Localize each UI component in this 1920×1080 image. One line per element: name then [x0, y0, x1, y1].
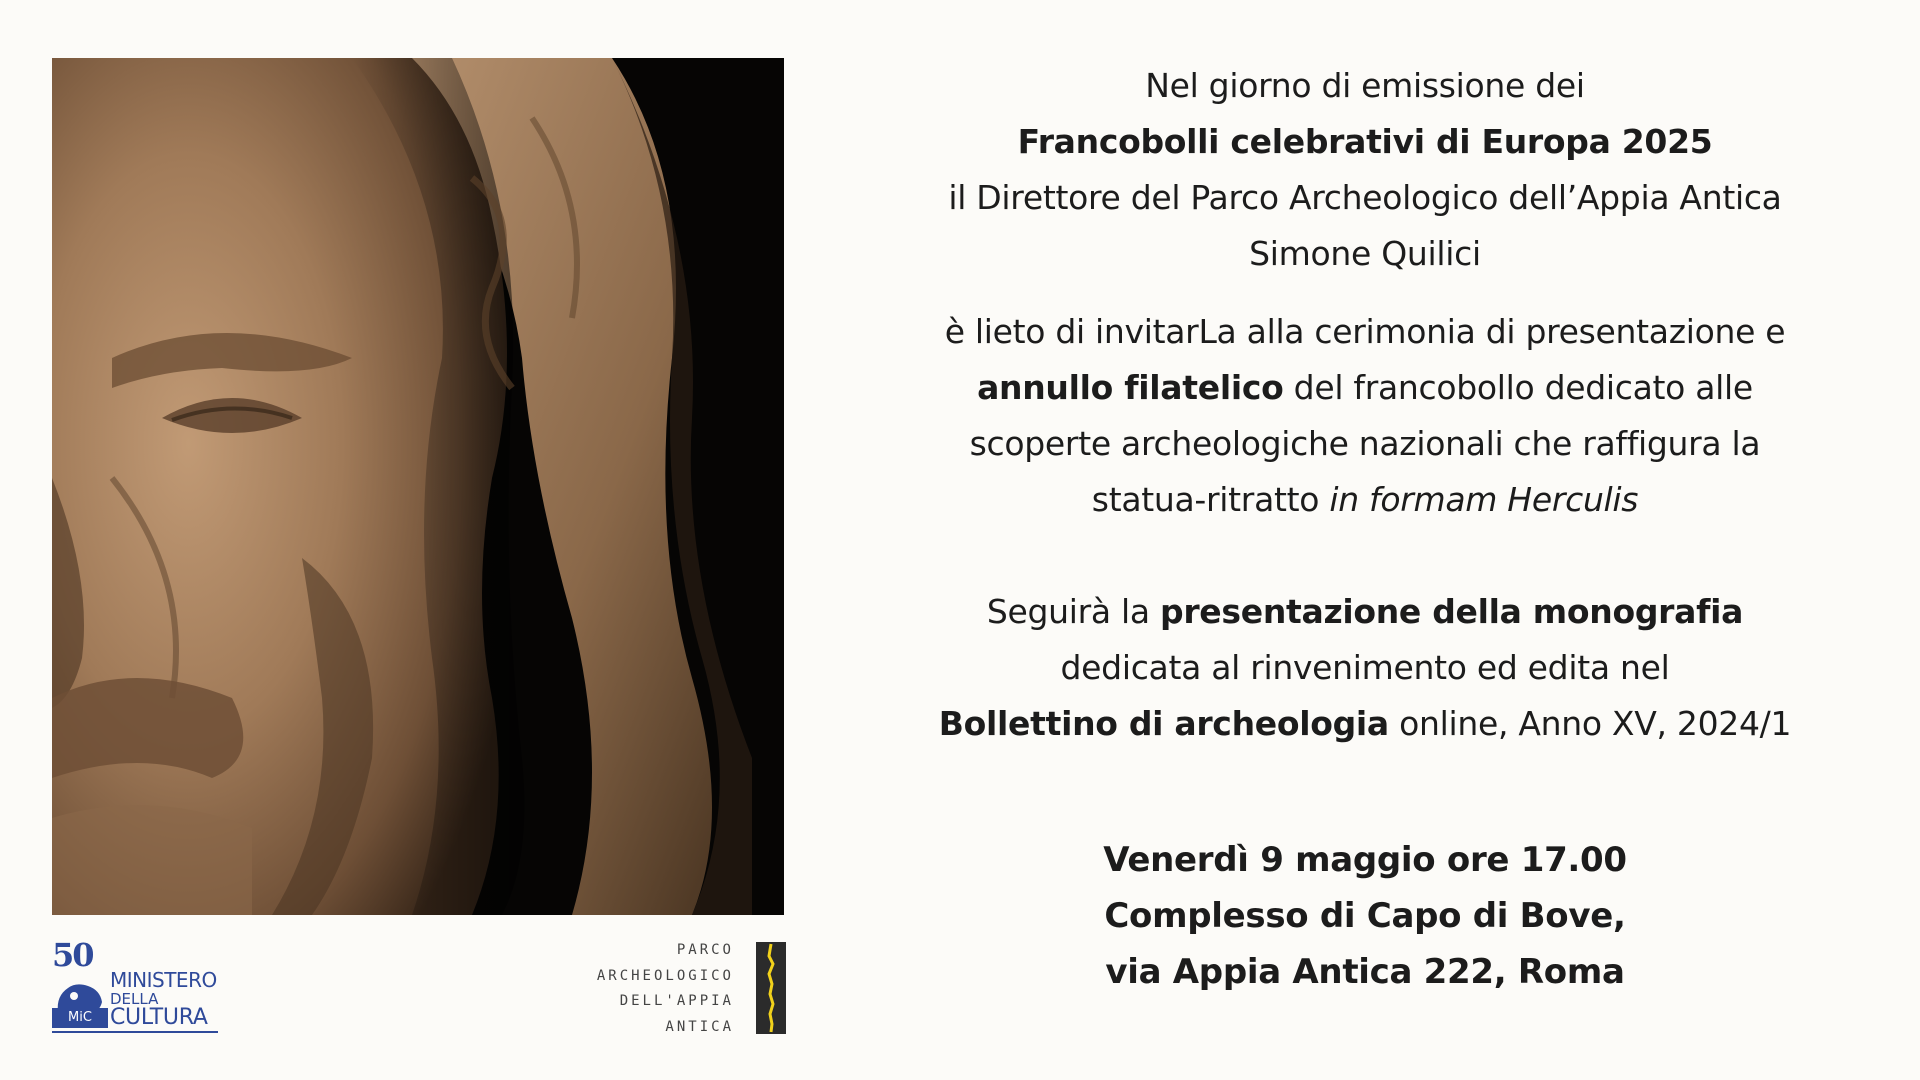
ministry-line-1: MINISTERO	[110, 968, 217, 992]
ministry-line-3: CULTURA	[110, 1005, 208, 1030]
spacer	[860, 752, 1870, 832]
anniversary-number: 50	[52, 936, 93, 974]
event-details	[860, 832, 1870, 1000]
director-name: Simone Quilici	[1249, 234, 1481, 273]
monograph-line	[860, 584, 1870, 640]
stamps-title	[860, 114, 1870, 170]
mic-abbreviation: MiC	[52, 1008, 108, 1028]
event-address: via Appia Antica 222, Roma	[1105, 952, 1625, 992]
parco-line-3: DELL'APPIA	[619, 993, 734, 1009]
discoveries-line: scoperte archeologiche nazionali che raffigura la	[969, 424, 1761, 463]
bulletin-line	[860, 696, 1870, 752]
marble-head-photo	[52, 58, 784, 915]
parco-line-4: ANTICA	[665, 1018, 734, 1035]
stamps-title-bold: Francobolli celebrativi di Europa 2025	[1017, 122, 1713, 161]
parco-archeologico-logo	[560, 938, 786, 1036]
event-date-time: Venerdì 9 maggio ore 17.00	[1103, 840, 1627, 880]
statue-plain: statua-ritratto	[1091, 480, 1330, 519]
cancellation-rest: del francobollo dedicato alle	[1283, 368, 1753, 407]
statue-illustration-icon	[52, 58, 784, 915]
invite-line: è lieto di invitarLa alla cerimonia di presentazione e	[944, 312, 1786, 351]
spacer	[860, 282, 1870, 304]
appia-road-icon	[756, 942, 786, 1034]
parco-name	[597, 938, 734, 1040]
statue-line	[860, 472, 1870, 528]
intro-line: Nel giorno di emissione dei	[1145, 66, 1585, 105]
ministero-cultura-logo	[52, 936, 222, 1034]
ministry-name	[110, 970, 217, 1029]
invitation-text	[860, 58, 1870, 1000]
statue-italic: in formam Herculis	[1329, 480, 1639, 519]
parco-line-2: ARCHEOLOGICO	[596, 967, 734, 984]
cancellation-bold: annullo filatelico	[977, 368, 1284, 407]
cancellation-line	[860, 360, 1870, 416]
director-line: il Direttore del Parco Archeologico dell’Appia Antica	[948, 178, 1782, 217]
publication-line: dedicata al rinvenimento ed edita nel	[1060, 648, 1670, 687]
event-venue: Complesso di Capo di Bove,	[1104, 896, 1626, 936]
bulletin-bold: Bollettino di archeologia	[938, 704, 1389, 743]
monograph-bold: presentazione della monografia	[1160, 592, 1744, 631]
spacer	[860, 528, 1870, 584]
bulletin-rest: online, Anno XV, 2024/1	[1388, 704, 1792, 743]
monograph-plain: Seguirà la	[986, 592, 1161, 631]
parco-line-1: PARCO	[676, 942, 734, 958]
ministry-line-2: DELLA	[110, 990, 159, 1008]
ministry-underline	[52, 1031, 218, 1033]
